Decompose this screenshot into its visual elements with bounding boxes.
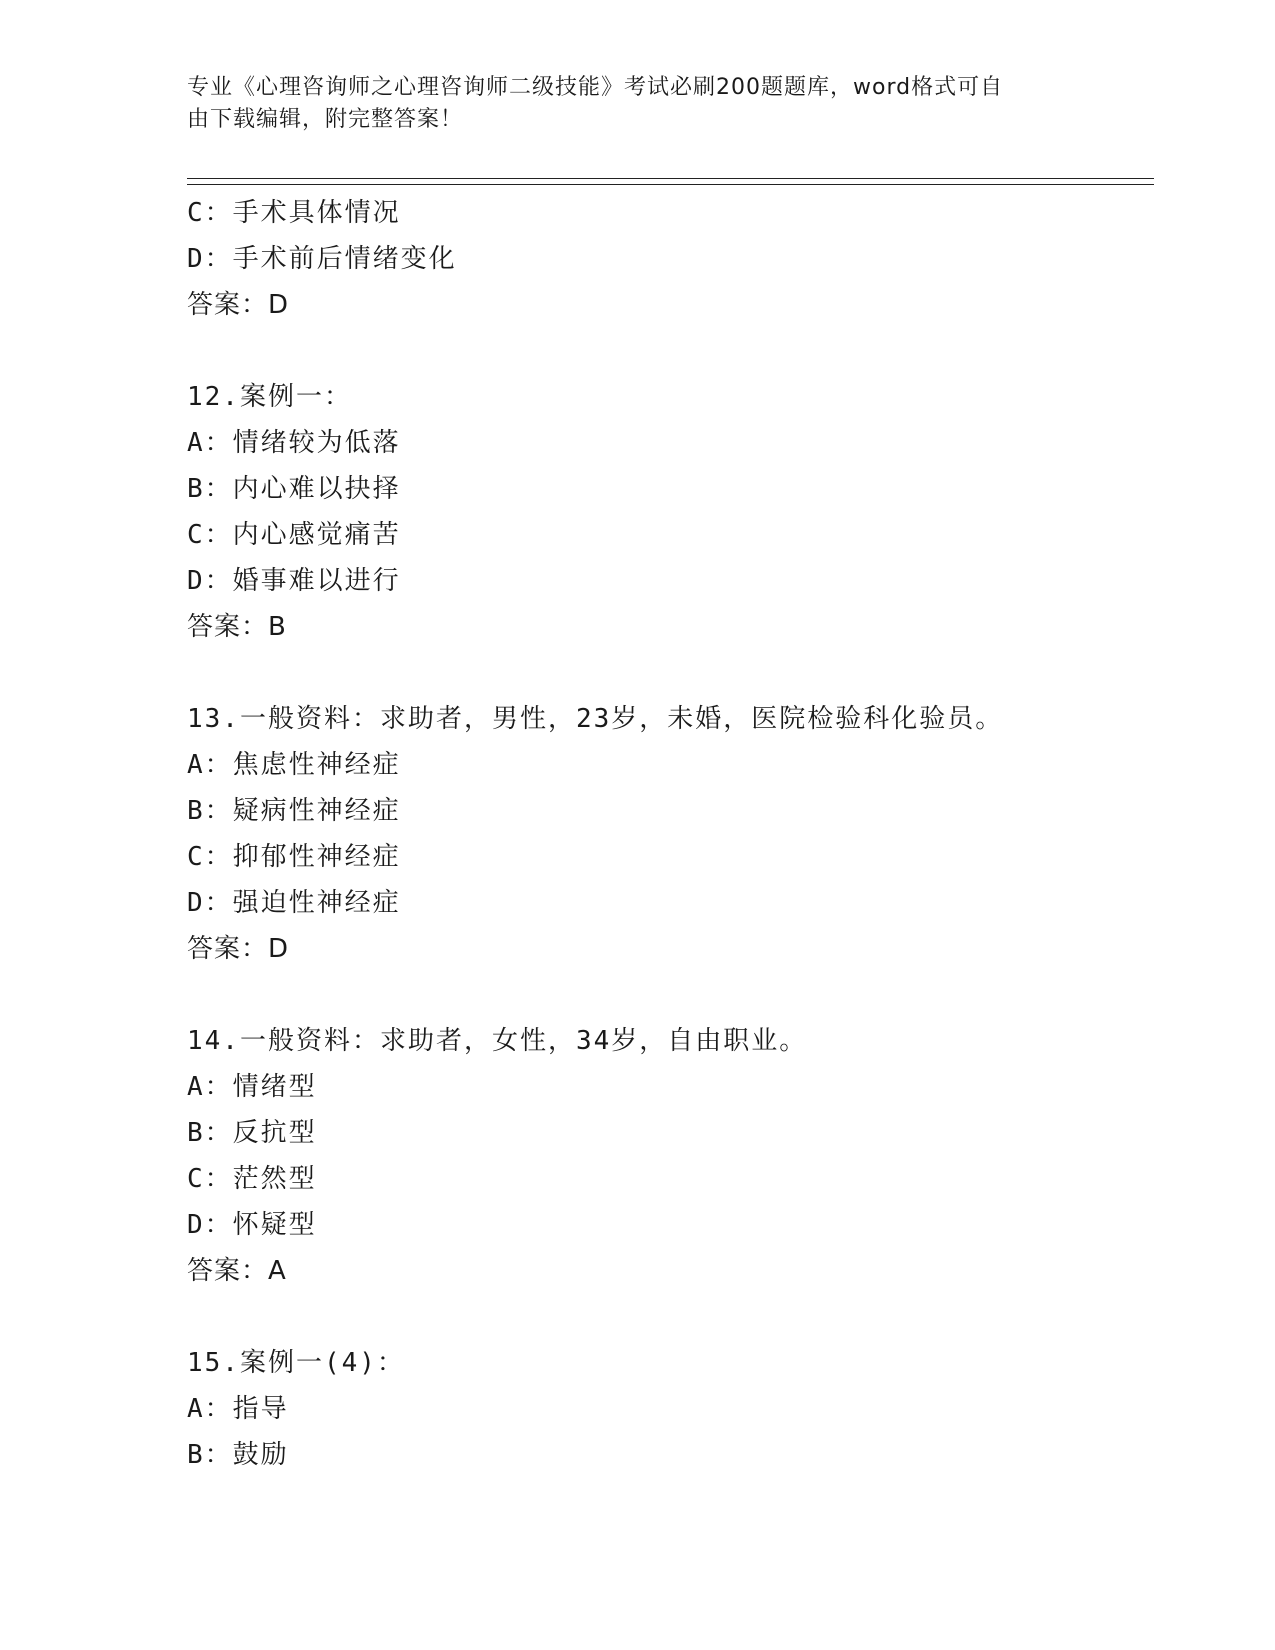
header-divider-bottom (187, 184, 1154, 185)
question-title: 14.一般资料：求助者，女性，34岁，自由职业。 (187, 1026, 808, 1056)
option-b: B：疑病性神经症 (187, 796, 401, 826)
option-a: A：指导 (187, 1394, 289, 1424)
option-d: D：强迫性神经症 (187, 888, 401, 918)
option-b: B：鼓励 (187, 1440, 289, 1470)
option-c: C：内心感觉痛苦 (187, 520, 401, 550)
spacer (187, 328, 1147, 374)
answer-line: 答案：D (187, 290, 290, 320)
option-a: A：情绪较为低落 (187, 428, 401, 458)
spacer (187, 1294, 1147, 1340)
option-c: C：茫然型 (187, 1164, 317, 1194)
question-block-11 (187, 190, 1147, 328)
answer-line: 答案：B (187, 612, 287, 642)
spacer (187, 972, 1147, 1018)
question-list (187, 190, 1147, 1478)
option-b: B：内心难以抉择 (187, 474, 401, 504)
question-block-14 (187, 1018, 1147, 1294)
question-title: 13.一般资料：求助者，男性，23岁，未婚，医院检验科化验员。 (187, 704, 1004, 734)
answer-line: 答案：D (187, 934, 290, 964)
header-line-2: 由下载编辑，附完整答案！ (187, 107, 464, 132)
option-b: B：反抗型 (187, 1118, 317, 1148)
option-d: D：手术前后情绪变化 (187, 244, 457, 274)
question-block-13 (187, 696, 1147, 972)
document-header (187, 72, 1087, 136)
question-block-15 (187, 1340, 1147, 1478)
question-block-12 (187, 374, 1147, 650)
option-d: D：婚事难以进行 (187, 566, 401, 596)
header-divider-top (187, 178, 1154, 179)
option-c: C：抑郁性神经症 (187, 842, 401, 872)
option-a: A：情绪型 (187, 1072, 317, 1102)
question-title: 15.案例一(4)： (187, 1348, 405, 1378)
option-a: A：焦虑性神经症 (187, 750, 401, 780)
header-line-1: 专业《心理咨询师之心理咨询师二级技能》考试必刷200题题库，word格式可自 (187, 75, 1004, 100)
answer-line: 答案：A (187, 1256, 287, 1286)
spacer (187, 650, 1147, 696)
option-c: C：手术具体情况 (187, 198, 401, 228)
option-d: D：怀疑型 (187, 1210, 317, 1240)
question-title: 12.案例一： (187, 382, 352, 412)
